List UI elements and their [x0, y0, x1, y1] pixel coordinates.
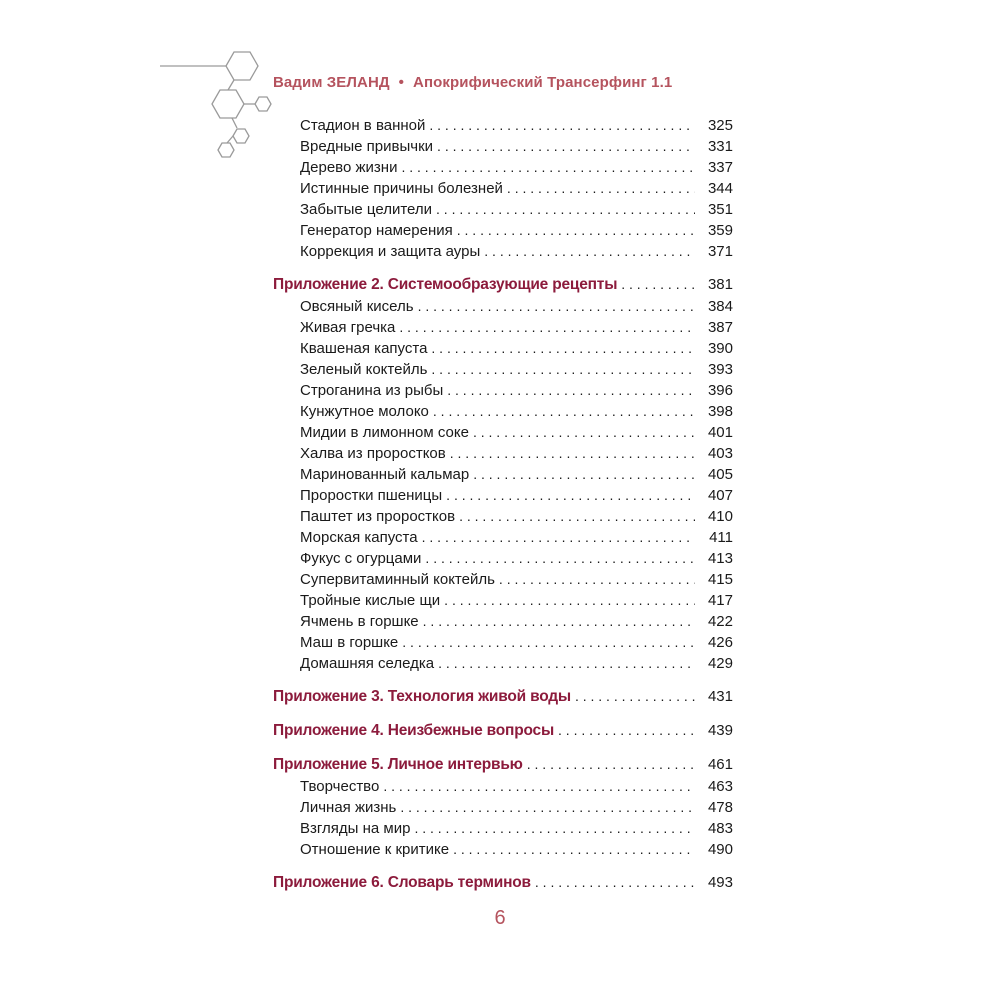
toc-entry-title: Зеленый коктейль [300, 361, 428, 378]
toc-section-title: Приложение 6. Словарь терминов [273, 874, 531, 891]
toc-entry [273, 380, 733, 401]
hexagon-shape [218, 143, 234, 157]
toc-entry-title: Домашняя селедка [300, 655, 435, 672]
toc-entry-title: Забытые целители [300, 201, 433, 218]
toc-page-number: 371 [707, 243, 733, 260]
dot-leader [438, 653, 695, 674]
toc-page-number: 493 [707, 874, 733, 891]
dot-leader [414, 818, 695, 839]
hexagon-shape [233, 129, 249, 143]
toc-entry-title: Морская капуста [300, 529, 418, 546]
toc-entry-title: Паштет из проростков [300, 508, 456, 525]
toc-page-number: 413 [707, 550, 733, 567]
toc-entry-title: Ячмень в горшке [300, 613, 419, 630]
dot-leader [484, 241, 695, 262]
dot-leader [433, 401, 695, 422]
toc-entry [273, 548, 733, 569]
dot-leader [527, 752, 695, 776]
dot-leader [429, 115, 695, 136]
toc-page-number: 439 [707, 722, 733, 739]
dot-leader [453, 839, 695, 860]
toc-entry-title: Стадион в ванной [300, 117, 426, 134]
toc-section-entry [273, 870, 733, 894]
toc-entry [273, 527, 733, 548]
dot-leader [422, 527, 695, 548]
toc-entry [273, 157, 733, 178]
toc-entry-title: Коррекция и защита ауры [300, 243, 481, 260]
toc-entry-title: Личная жизнь [300, 799, 397, 816]
toc-page-number: 405 [707, 466, 733, 483]
toc-entry [273, 797, 733, 818]
dot-leader [450, 443, 695, 464]
toc-entry [273, 359, 733, 380]
toc-entry-title: Маринованный кальмар [300, 466, 470, 483]
dot-leader [558, 718, 695, 742]
toc-page-number: 337 [707, 159, 733, 176]
toc-entry [273, 199, 733, 220]
hexagon-shape [212, 90, 244, 118]
toc-section-title: Приложение 4. Неизбежные вопросы [273, 722, 555, 739]
dot-leader [423, 611, 695, 632]
toc-entry [273, 422, 733, 443]
header-book-title: Апокрифический Трансерфинг 1.1 [413, 74, 673, 91]
toc-page-number: 483 [707, 820, 733, 837]
toc-entry-title: Супервитаминный коктейль [300, 571, 495, 588]
toc-page-number: 431 [707, 688, 733, 705]
toc-entry [273, 506, 733, 527]
toc-page-number: 490 [707, 841, 733, 858]
toc-entry-title: Тройные кислые щи [300, 592, 441, 609]
dot-leader [418, 296, 695, 317]
dot-leader [383, 776, 695, 797]
dot-leader [425, 548, 695, 569]
toc-entry [273, 338, 733, 359]
dot-leader [431, 359, 695, 380]
toc-entry-title: Кунжутное молоко [300, 403, 429, 420]
dot-leader [535, 870, 695, 894]
toc-entry [273, 776, 733, 797]
dot-leader [621, 272, 695, 296]
toc-section-title: Приложение 2. Системообразующие рецепты [273, 276, 618, 293]
toc-entry [273, 611, 733, 632]
dot-leader [473, 422, 695, 443]
toc-page-number: 463 [707, 778, 733, 795]
hexagon-shape [255, 97, 271, 111]
toc-entry-title: Творчество [300, 778, 380, 795]
toc-page-number: 344 [707, 180, 733, 197]
toc-entry-title: Живая гречка [300, 319, 396, 336]
dot-leader [447, 380, 695, 401]
toc-entry [273, 296, 733, 317]
toc-entry-title: Отношение к критике [300, 841, 450, 858]
toc-entry [273, 178, 733, 199]
dot-leader [437, 136, 695, 157]
toc-section-entry [273, 752, 733, 776]
toc-page-number: 478 [707, 799, 733, 816]
toc-entry-title: Генератор намерения [300, 222, 453, 239]
toc-page-number: 384 [707, 298, 733, 315]
toc-page-number: 403 [707, 445, 733, 462]
toc-section-entry [273, 684, 733, 708]
toc-page-number: 429 [707, 655, 733, 672]
running-header [273, 74, 672, 91]
toc-page-number: 359 [707, 222, 733, 239]
toc-entry [273, 839, 733, 860]
page-number: 6 [494, 907, 506, 929]
toc-page-number: 390 [707, 340, 733, 357]
dot-leader [444, 590, 695, 611]
toc-page-number: 331 [707, 138, 733, 155]
dot-leader [436, 199, 695, 220]
toc-section-title: Приложение 3. Технология живой воды [273, 688, 571, 705]
toc-entry-title: Дерево жизни [300, 159, 398, 176]
toc-page-number: 387 [707, 319, 733, 336]
dot-leader [499, 569, 695, 590]
toc-entry-title: Строганина из рыбы [300, 382, 444, 399]
dot-leader [459, 506, 695, 527]
toc-page-number: 407 [707, 487, 733, 504]
toc-entry-title: Маш в горшке [300, 634, 399, 651]
hexagon-molecule-decoration [0, 0, 280, 170]
toc-page-number: 325 [707, 117, 733, 134]
toc-entry [273, 818, 733, 839]
toc-page-number: 396 [707, 382, 733, 399]
toc-page-number: 398 [707, 403, 733, 420]
dot-leader [507, 178, 695, 199]
toc-entry-title: Истинные причины болезней [300, 180, 503, 197]
toc-entry [273, 590, 733, 611]
header-author: Вадим ЗЕЛАНД [273, 74, 390, 91]
hexagon-shape [226, 52, 258, 80]
toc-entry-title: Фукус с огурцами [300, 550, 422, 567]
toc-entry-title: Взгляды на мир [300, 820, 411, 837]
toc-page-number: 415 [707, 571, 733, 588]
toc-entry [273, 443, 733, 464]
toc-section-entry [273, 272, 733, 296]
toc-entry [273, 485, 733, 506]
toc-entry-title: Овсяный кисель [300, 298, 414, 315]
toc-page-number: 426 [707, 634, 733, 651]
toc-page-number: 351 [707, 201, 733, 218]
toc-page-number: 422 [707, 613, 733, 630]
toc-entry-title: Халва из проростков [300, 445, 446, 462]
toc-entry [273, 632, 733, 653]
toc-entry-title: Квашеная капуста [300, 340, 428, 357]
toc-page-number: 381 [707, 276, 733, 293]
toc-entry-title: Мидии в лимонном соке [300, 424, 469, 441]
dot-leader [401, 157, 695, 178]
header-separator: • [398, 74, 405, 91]
dot-leader [575, 684, 695, 708]
toc-entry-title: Вредные привычки [300, 138, 434, 155]
toc-page-number: 410 [707, 508, 733, 525]
dot-leader [446, 485, 695, 506]
toc-entry [273, 401, 733, 422]
dot-leader [473, 464, 695, 485]
dot-leader [400, 797, 695, 818]
dot-leader [431, 338, 695, 359]
decor-line [227, 136, 233, 143]
toc-section-entry [273, 718, 733, 742]
toc-page-number: 401 [707, 424, 733, 441]
toc-entry [273, 220, 733, 241]
toc-entry [273, 317, 733, 338]
table-of-contents [273, 115, 733, 894]
toc-page-number: 393 [707, 361, 733, 378]
toc-page-number: 461 [707, 756, 733, 773]
toc-entry [273, 653, 733, 674]
toc-section-title: Приложение 5. Личное интервью [273, 756, 523, 773]
toc-entry [273, 569, 733, 590]
decor-line [232, 118, 237, 128]
toc-page-number: 411 [709, 529, 733, 546]
toc-entry [273, 115, 733, 136]
toc-page-number: 417 [707, 592, 733, 609]
decor-line [228, 80, 234, 90]
toc-entry [273, 241, 733, 262]
toc-entry-title: Проростки пшеницы [300, 487, 443, 504]
dot-leader [399, 317, 695, 338]
toc-entry [273, 136, 733, 157]
toc-entry [273, 464, 733, 485]
dot-leader [402, 632, 695, 653]
dot-leader [457, 220, 695, 241]
